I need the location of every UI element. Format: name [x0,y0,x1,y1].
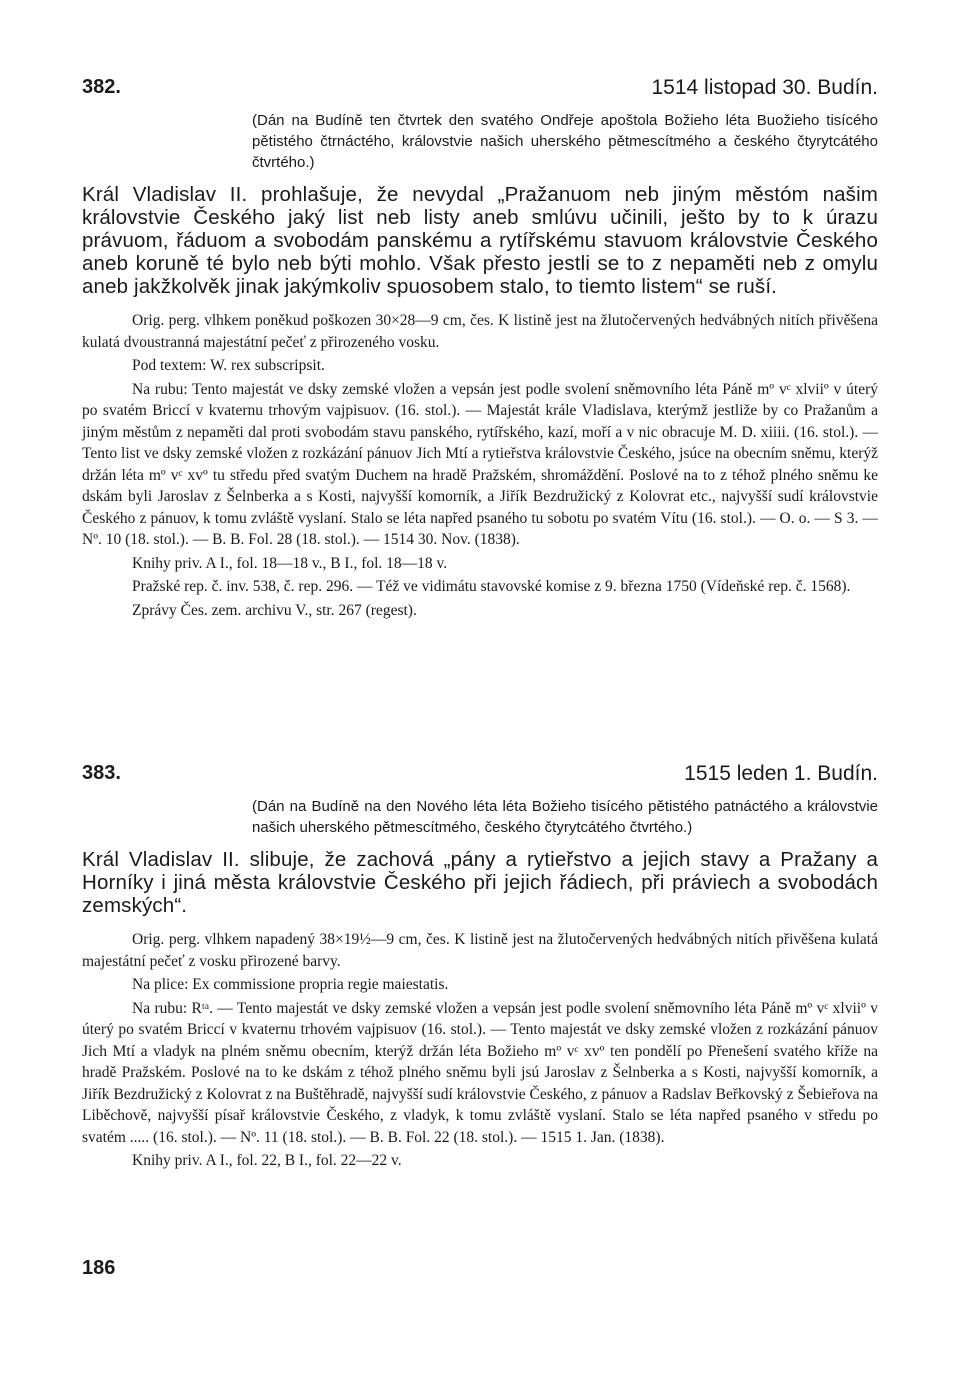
entry-note: Pod textem: W. rex subscripsit. [132,357,325,374]
entry-note: Orig. perg. vlhkem napadený 38×19½—9 cm, čes. K listině jest na žlutočervených hedvábných nitích přivěšena kulatá majestátní pečeť z vosku přirozené barvy. [82,931,878,970]
entry-note: Zprávy Čes. zem. archivu V., str. 267 (regest). [132,601,417,619]
entry-date: 1515 leden 1. Budín. [684,762,878,785]
entry-summary: Král Vladislav II. slibuje, že zachová „pány a rytieřstvo a jejich stavy a Pražany a Horníky i jiná města královstvie Českého při jejich řádiech, při práviech a svobodách zemských“. [82,848,878,917]
entry-note: Na rubu: Tento majestát ve dsky zemské vložen a vepsán jest podle svolení sněmovního léta Páně mº vᶜ xlviiº v úterý po svatém Briccí v kvaternu trhovým vajpisuov. (16. stol.). — Majestát krále Vladislava, kterýmž jestliže by co Pražanům a jiným městům z nepaměti dal proti svobodám stavu panského, rytířského, kazí, moří a v nic obracuje M. D. xiiii. (16. stol.). — Tento list ve dsky zemské vložen z rozkázání pánuov Jich Mtí a rytieřstva královstvie Českého, jsúce na obecním sněmu, kterýž držán léta mº vᶜ xvº tu středu před svatým Duchem na hradě Pražském, shromáždění. Poslové na to z téhož plného sněmu ke dskám byli Jaroslav z Šelnberka a s Kosti, najvyšší komorník, a Jiřík Bezdružický z Kolovrat etc., najvyšší sudí královstvie Českého z pánuov, k tomu zvláště vyslaní. Stalo se léta napřed psaného tu sobotu po svatém Vítu (16. stol.). — O. o. — S 3. — Nº. 10 (18. stol.). — B. B. Fol. 28 (18. stol.). — 1514 30. Nov. (1838). [82,380,878,548]
entry-header [82,76,878,110]
entry-header [82,762,878,796]
entry-summary: Král Vladislav II. prohlašuje, že nevydal „Pražanuom neb jiným městóm našim královstvie Českého jaký list neb listy aneb smlúvu učinili, ješto by to k úrazu právuom, řáduom a svobodám panskému a rytířskému stavuom královstvie Českého aneb koruně té bylo neb býti mohlo. Však přesto jestli se to z nepaměti neb z omylu aneb jakžkolvěk jinak jakýmkoliv spuosobem stalo, to tiemto listem“ se ruší. [82,183,878,298]
entry-intro: (Dán na Budíně na den Nového léta léta Božieho tisícého pětistého patnáctého a královstvie našich uherského pětmescítmého, českého čtyrytcátého čtvrtého.) [252,798,878,836]
entry-date: 1514 listopad 30. Budín. [651,76,878,99]
entry-note: Na rubu: Rᵗᵃ. — Tento majestát ve dsky zemské vložen a vepsán jest podle svolení sněmovního léta Páně mº vᶜ xlviiº v úterý po svatém Briccí v kvaternu trhovém vajpisuov (16. stol.). — Tento majestát ve dsky zemské vložen z rozkázání pánuov Jich Mtí a vladyk na plném sněmu obecním, kterýž držán léta Božieho mº vᶜ xvº ten pondělí po Přenešení svatého kříže na hradě Pražském. Poslové na to ke dskám z téhož plného sněmu byli jsú Jaroslav z Šelnberka a s Kosti, najvyšší komorník, a Jiřík Bezdružický z Kolovrat z na Buštěhradě, najvyšší sudí královstvie Českého, z pánuov a Radslav Beřkovský z Šebieřova na Liběchově, najvyšší písař královstvie Českého, z vladyk, k tomu zvláště vyslaní. Stalo se léta napřed psaného v středu po svatém ..... (16. stol.). — Nº. 11 (18. stol.). — B. B. Fol. 22 (18. stol.). — 1515 1. Jan. (1838). [82,999,878,1146]
entry-number: 383. [82,762,121,784]
entry-382 [82,76,878,621]
entry-note: Knihy priv. A I., fol. 18—18 v., B I., fol. 18—18 v. [132,554,448,572]
entry-intro: (Dán na Budíně ten čtvrtek den svatého Ondřeje apoštola Božieho léta Buožieho tisícého pětistého čtrnáctého, královstvie našich uherského pětmescítmého a českého čtyrytcátého čtvrtého.) [252,112,878,171]
page-number: 186 [82,1257,116,1279]
entry-note: Orig. perg. vlhkem poněkud poškozen 30×28—9 cm, čes. K listině jest na žlutočervených hedvábných nitích přivěšena kulatá dvoustranná majestátní pečeť z přirozeného vosku. [82,312,878,351]
entry-note: Na plice: Ex commissione propria regie maiestatis. [132,976,449,993]
entry-383 [82,762,878,1172]
entry-note: Pražské rep. č. inv. 538, č. rep. 296. — Též ve vidimátu stavovské komise z 9. března 1750 (Vídeňské rep. č. 1568). [132,578,851,595]
entry-number: 382. [82,76,121,98]
entry-note: Knihy priv. A I., fol. 22, B I., fol. 22—22 v. [132,1152,402,1169]
